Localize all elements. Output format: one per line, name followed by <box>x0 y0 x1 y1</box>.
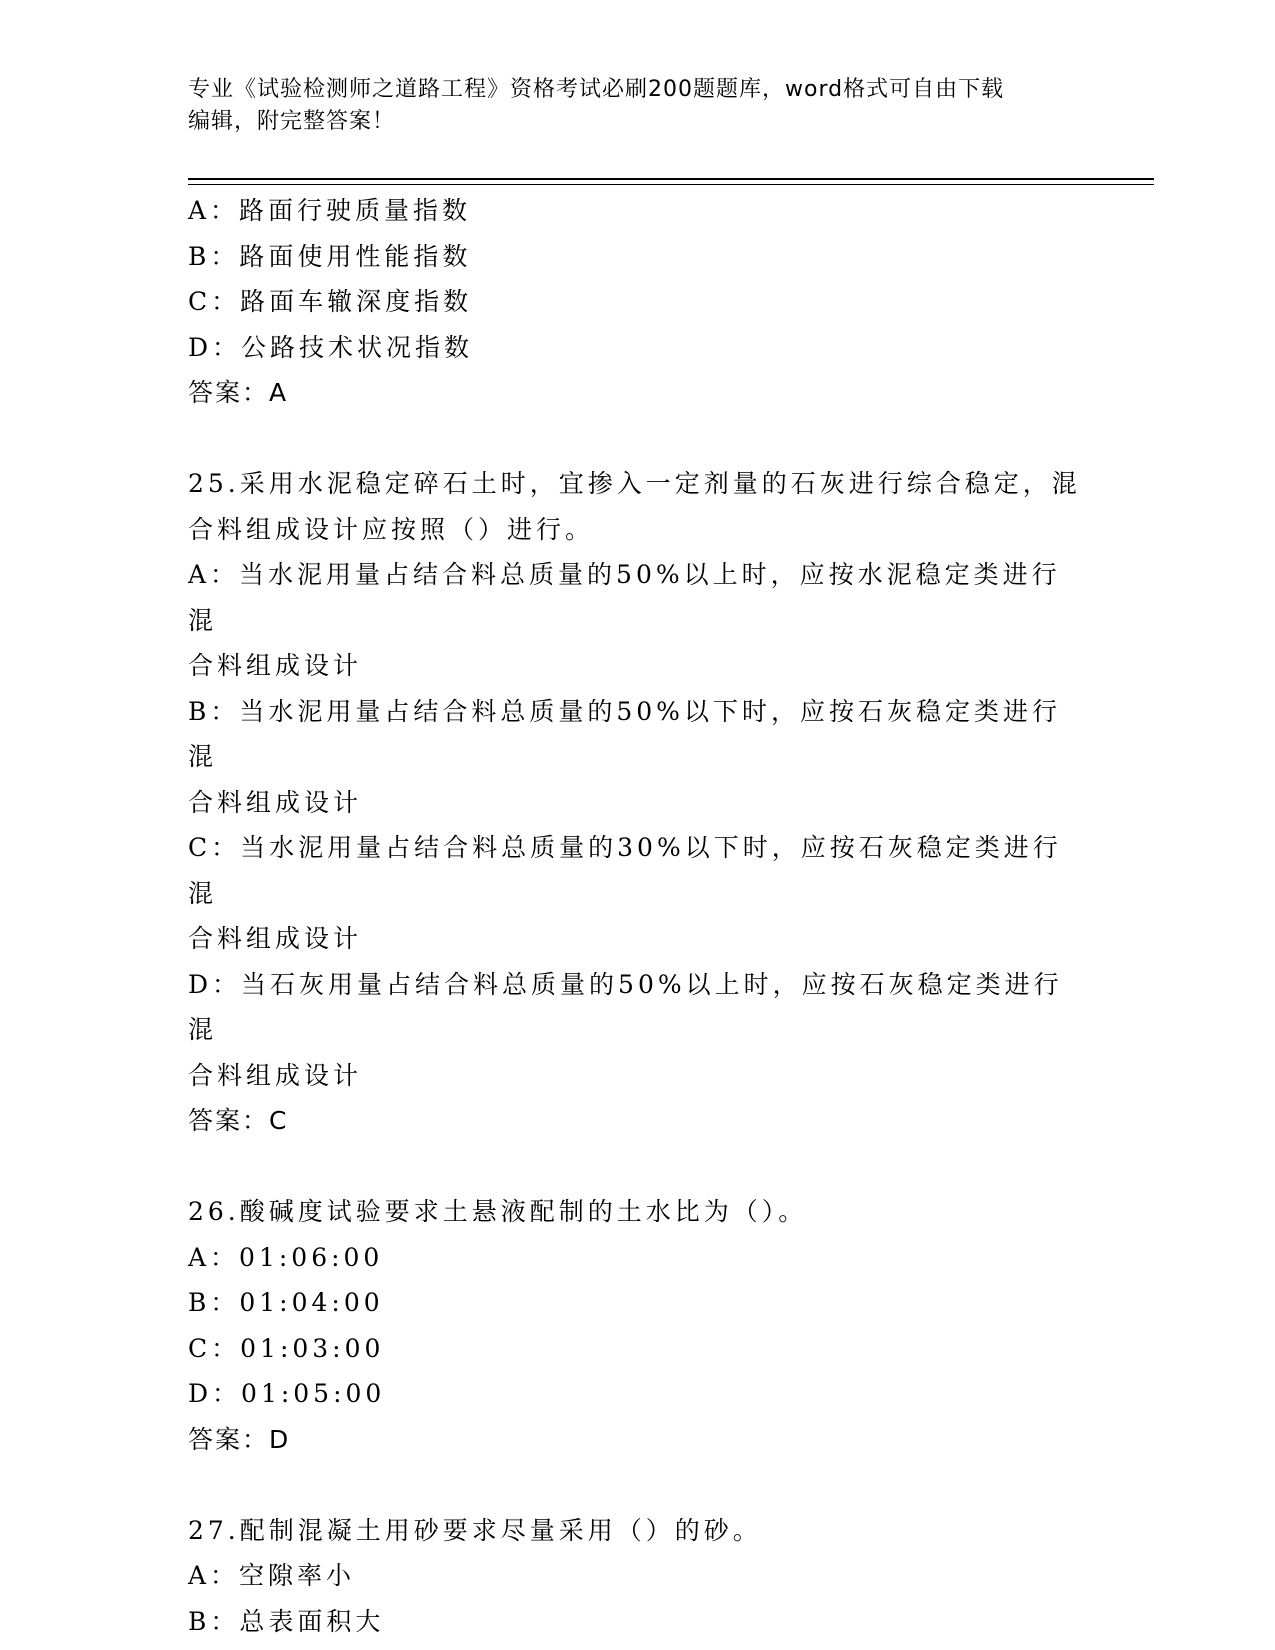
answer-label: 答案： <box>188 1106 270 1135</box>
option-b: B：当水泥用量占结合料总质量的50%以下时，应按石灰稳定类进行混 <box>188 696 1061 771</box>
option-d: D：01:05:00 <box>188 1379 386 1408</box>
question-27 <box>188 1508 1088 1645</box>
question-24-tail <box>188 188 1088 416</box>
option-a-cont: 合料组成设计 <box>188 651 363 680</box>
question-26 <box>188 1189 1088 1462</box>
answer-value: C <box>269 1106 288 1135</box>
option-a: A：路面行驶质量指数 <box>188 196 472 225</box>
option-c: C：当水泥用量占结合料总质量的30%以下时，应按石灰稳定类进行混 <box>188 833 1062 908</box>
answer-value: A <box>269 378 288 407</box>
option-d: D：当石灰用量占结合料总质量的50%以上时，应按石灰稳定类进行混 <box>188 969 1063 1044</box>
question-stem: 25.采用水泥稳定碎石土时，宜掺入一定剂量的石灰进行综合稳定，混 <box>188 469 1081 498</box>
option-c: C：路面车辙深度指数 <box>188 287 473 316</box>
spacer <box>188 416 1088 462</box>
option-b-cont: 合料组成设计 <box>188 787 363 817</box>
header-title-line-2: 编辑，附完整答案！ <box>188 109 396 134</box>
header-rule-thin <box>188 184 1154 185</box>
answer-value: D <box>269 1424 290 1454</box>
answer <box>188 1098 1088 1144</box>
answer-label: 答案： <box>188 378 270 407</box>
option-b: B：01:04:00 <box>188 1288 384 1317</box>
option-b: B：总表面积大 <box>188 1606 385 1636</box>
question-stem-cont: 合料组成设计应按照（）进行。 <box>188 514 595 544</box>
option-a: A：空隙率小 <box>188 1561 356 1590</box>
question-list <box>188 188 1088 1644</box>
option-d: D：公路技术状况指数 <box>188 332 474 362</box>
option-b: B：路面使用性能指数 <box>188 241 472 271</box>
question-stem: 27.配制混凝土用砂要求尽量采用（）的砂。 <box>188 1515 762 1545</box>
header-title-line-1: 专业《试验检测师之道路工程》资格考试必刷200题题库，word格式可自由下载 <box>188 77 1005 102</box>
option-a: A：01:06:00 <box>188 1242 384 1272</box>
answer <box>188 370 1088 416</box>
page-header <box>188 74 1068 138</box>
question-25 <box>188 461 1088 1144</box>
answer <box>188 1417 1088 1463</box>
option-d-cont: 合料组成设计 <box>188 1060 363 1090</box>
spacer <box>188 1462 1088 1508</box>
option-a: A：当水泥用量占结合料总质量的50%以上时，应按水泥稳定类进行混 <box>188 560 1061 635</box>
option-c: C：01:03:00 <box>188 1333 385 1363</box>
header-rule-thick <box>188 178 1154 180</box>
spacer <box>188 1144 1088 1190</box>
option-c-cont: 合料组成设计 <box>188 924 363 953</box>
answer-label: 答案： <box>188 1424 270 1454</box>
question-stem: 26.酸碱度试验要求土悬液配制的土水比为（）。 <box>188 1197 808 1226</box>
